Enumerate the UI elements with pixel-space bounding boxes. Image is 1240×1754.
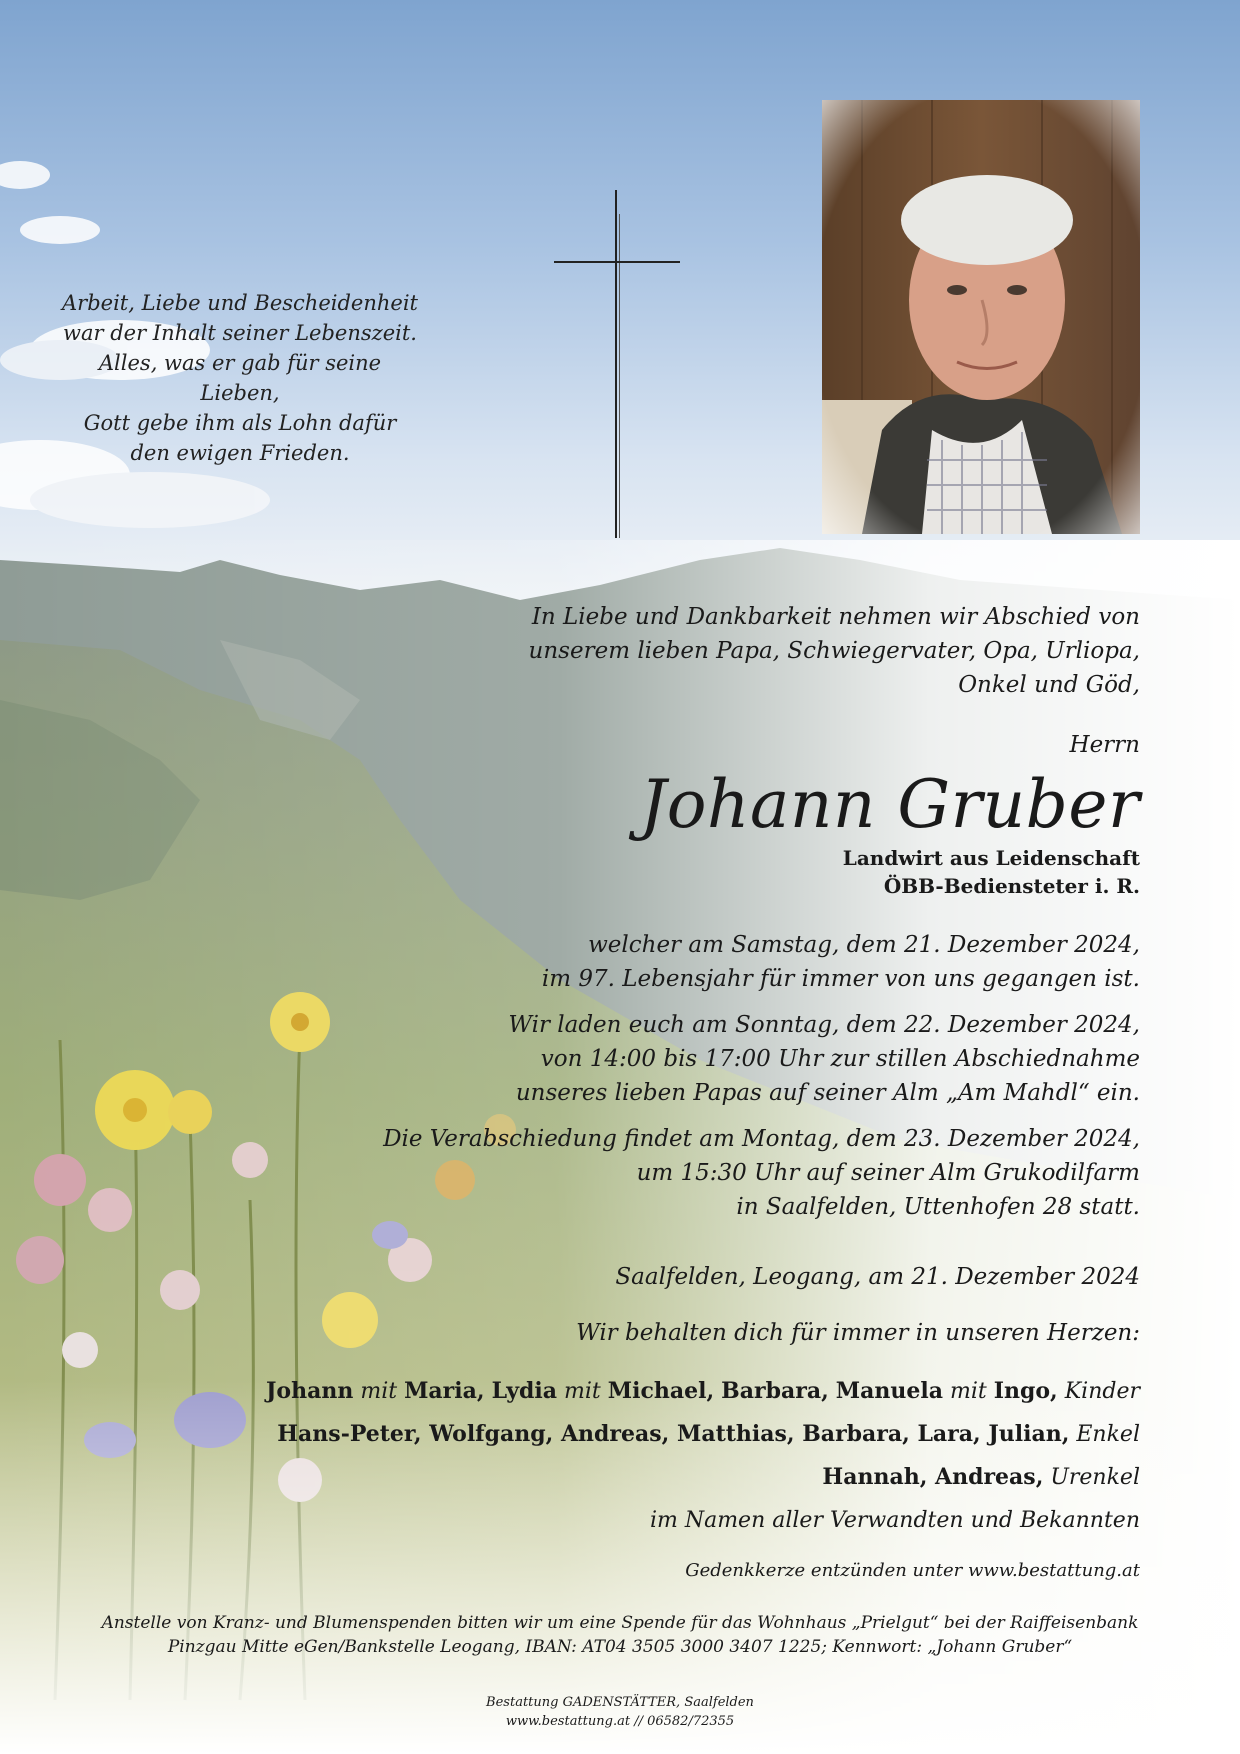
viewing-line: Wir laden euch am Sonntag, dem 22. Dezember 2024, xyxy=(508,1012,1140,1038)
children-line: Johann mit Maria, Lydia mit Michael, Barbara, Manuela mit Ingo, Kinder xyxy=(266,1378,1140,1404)
great-grandchildren-line: Hannah, Andreas, Urenkel xyxy=(822,1464,1140,1490)
intro-line: Onkel und Göd, xyxy=(958,672,1140,698)
farewell-line: Die Verabschiedung findet am Montag, dem 23. Dezember 2024, xyxy=(383,1126,1140,1152)
verse-line: war der Inhalt seiner Lebenszeit. xyxy=(63,321,417,345)
donation-note xyxy=(0,1611,1240,1659)
intro-line: In Liebe und Dankbarkeit nehmen wir Abschied von xyxy=(531,604,1140,630)
closing-line: Wir behalten dich für immer in unseren Herzen: xyxy=(576,1320,1140,1346)
donation-line: Pinzgau Mitte eGen/Bankstelle Leogang, IBAN: AT04 3505 3000 3407 1225; Kennwort: „Johann Gruber“ xyxy=(167,1637,1073,1657)
relatives-line: im Namen aller Verwandten und Bekannten xyxy=(649,1508,1140,1533)
verse-line: Gott gebe ihm als Lohn dafür xyxy=(83,411,397,435)
death-line: welcher am Samstag, dem 21. Dezember 2024, xyxy=(588,932,1140,958)
deceased-name: Johann Gruber xyxy=(639,766,1140,843)
main-announcement xyxy=(320,600,1140,1350)
grandchildren-line: Hans-Peter, Wolfgang, Andreas, Matthias, Barbara, Lara, Julian, Enkel xyxy=(277,1421,1140,1447)
funeral-home-footer xyxy=(0,1693,1240,1731)
portrait-photo xyxy=(822,100,1140,534)
farewell-line: in Saalfelden, Uttenhofen 28 statt. xyxy=(736,1194,1140,1220)
verse-line: Alles, was er gab für seine Lieben, xyxy=(98,351,382,405)
salutation: Herrn xyxy=(1069,732,1140,758)
death-line: im 97. Lebensjahr für immer von uns gegangen ist. xyxy=(541,966,1140,992)
family-list xyxy=(140,1370,1140,1542)
viewing-line: von 14:00 bis 17:00 Uhr zur stillen Abschiednahme xyxy=(540,1046,1140,1072)
role-line: ÖBB-Bediensteter i. R. xyxy=(883,874,1140,898)
farewell-line: um 15:30 Uhr auf seiner Alm Grukodilfarm xyxy=(636,1160,1140,1186)
verse-line: den ewigen Frieden. xyxy=(130,441,350,465)
viewing-line: unseres lieben Papas auf seiner Alm „Am Mahdl“ ein. xyxy=(515,1080,1140,1106)
footer-line: www.bestattung.at // 06582/72355 xyxy=(505,1714,735,1729)
verse xyxy=(60,288,420,468)
role-line: Landwirt aus Leidenschaft xyxy=(842,846,1140,870)
verse-line: Arbeit, Liebe und Bescheidenheit xyxy=(62,291,418,315)
intro-line: unserem lieben Papa, Schwiegervater, Opa, Urliopa, xyxy=(528,638,1140,664)
footer-line: Bestattung GADENSTÄTTER, Saalfelden xyxy=(486,1695,754,1710)
candle-note: Gedenkkerze entzünden unter www.bestattung.at xyxy=(685,1560,1140,1581)
donation-line: Anstelle von Kranz- und Blumenspenden bitten wir um eine Spende für das Wohnhaus „Prielgut“ bei der Raiffeisenbank xyxy=(101,1613,1139,1633)
place-date: Saalfelden, Leogang, am 21. Dezember 2024 xyxy=(615,1264,1140,1290)
